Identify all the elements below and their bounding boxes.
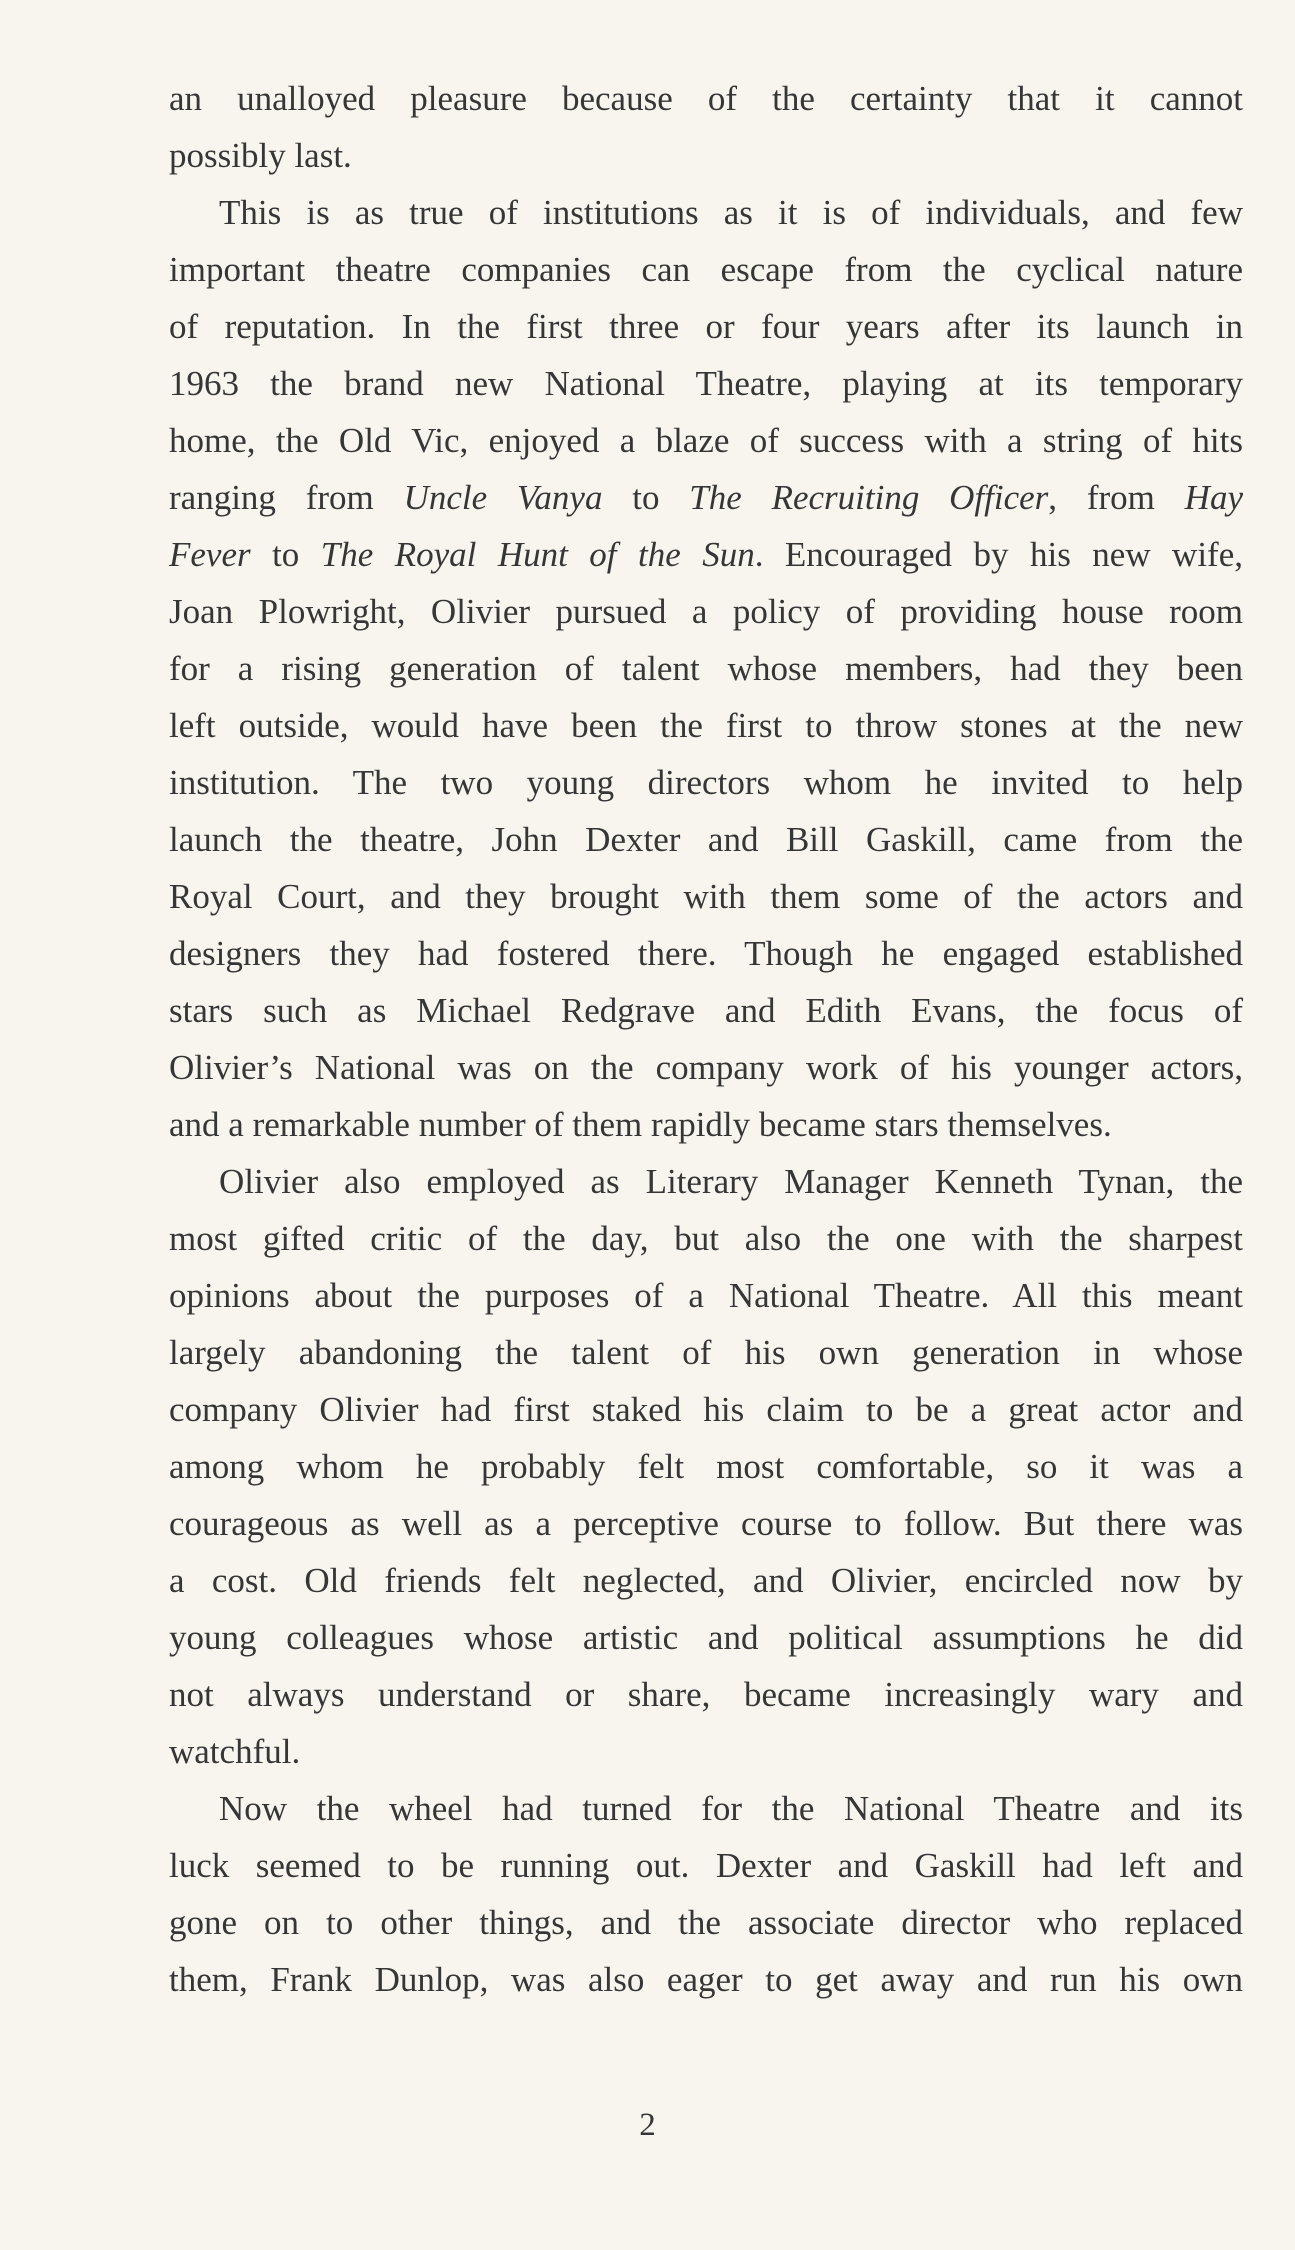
page-number: 2 bbox=[639, 2107, 656, 2143]
text-line bbox=[169, 1843, 1243, 1900]
text-line bbox=[169, 1729, 1243, 1786]
text-segment: institution. The two young directors whom he invited to help bbox=[169, 763, 1243, 802]
text-line bbox=[169, 1444, 1243, 1501]
text-segment: ranging from bbox=[169, 478, 404, 517]
text-line bbox=[169, 1786, 1243, 1843]
text-segment: to bbox=[602, 478, 690, 517]
text-segment: young colleagues whose artistic and political assumptions he did bbox=[169, 1618, 1243, 1657]
italic-title: Fever bbox=[169, 535, 251, 574]
text-segment: This is as true of institutions as it is of individuals, and few bbox=[219, 193, 1243, 232]
text-segment: an unalloyed pleasure because of the certainty that it cannot bbox=[169, 79, 1243, 118]
text-line bbox=[169, 247, 1243, 304]
text-segment: launch the theatre, John Dexter and Bill Gaskill, came from the bbox=[169, 820, 1243, 859]
text-segment: largely abandoning the talent of his own generation in whose bbox=[169, 1333, 1243, 1372]
text-line bbox=[169, 760, 1243, 817]
text-line bbox=[169, 1159, 1243, 1216]
text-line bbox=[169, 304, 1243, 361]
text-line bbox=[169, 418, 1243, 475]
text-segment: them, Frank Dunlop, was also eager to get away and run his own bbox=[169, 1960, 1243, 1999]
text-line bbox=[169, 1615, 1243, 1672]
text-segment: possibly last. bbox=[169, 136, 352, 175]
text-line bbox=[169, 1330, 1243, 1387]
text-line bbox=[169, 1672, 1243, 1729]
text-segment: luck seemed to be running out. Dexter and Gaskill had left and bbox=[169, 1846, 1243, 1885]
text-segment: and a remarkable number of them rapidly became stars themselves. bbox=[169, 1105, 1112, 1144]
text-segment: 1963 the brand new National Theatre, playing at its temporary bbox=[169, 364, 1243, 403]
text-segment: important theatre companies can escape from the cyclical nature bbox=[169, 250, 1243, 289]
text-line bbox=[169, 817, 1243, 874]
text-line bbox=[169, 931, 1243, 988]
text-segment: Royal Court, and they brought with them some of the actors and bbox=[169, 877, 1243, 916]
text-segment: left outside, would have been the first to throw stones at the new bbox=[169, 706, 1243, 745]
italic-title: The Recruiting Officer bbox=[689, 478, 1049, 517]
text-segment: , from bbox=[1048, 478, 1185, 517]
text-line bbox=[169, 1957, 1243, 2014]
text-line bbox=[169, 703, 1243, 760]
italic-title: Hay bbox=[1184, 478, 1243, 517]
text-segment: of reputation. In the first three or four years after its launch in bbox=[169, 307, 1243, 346]
text-segment: . Encouraged by his new wife, bbox=[754, 535, 1243, 574]
text-line bbox=[169, 1900, 1243, 1957]
text-line bbox=[169, 1501, 1243, 1558]
text-segment: home, the Old Vic, enjoyed a blaze of success with a string of hits bbox=[169, 421, 1243, 460]
text-segment: watchful. bbox=[169, 1732, 301, 1771]
italic-title: Uncle Vanya bbox=[403, 478, 603, 517]
text-segment: Joan Plowright, Olivier pursued a policy of providing house room bbox=[169, 592, 1243, 631]
text-segment: to bbox=[250, 535, 321, 574]
text-segment: designers they had fostered there. Though he engaged established bbox=[169, 934, 1243, 973]
text-line bbox=[169, 646, 1243, 703]
text-line bbox=[169, 988, 1243, 1045]
text-line bbox=[169, 1273, 1243, 1330]
text-line bbox=[169, 589, 1243, 646]
text-segment: Now the wheel had turned for the National Theatre and its bbox=[219, 1789, 1243, 1828]
text-segment: company Olivier had first staked his claim to be a great actor and bbox=[169, 1390, 1243, 1429]
text-line bbox=[169, 76, 1243, 133]
text-line bbox=[169, 532, 1243, 589]
text-segment: Olivier’s National was on the company work of his younger actors, bbox=[169, 1048, 1243, 1087]
text-segment: among whom he probably felt most comfortable, so it was a bbox=[169, 1447, 1243, 1486]
book-page-text bbox=[169, 76, 1243, 2014]
text-line bbox=[169, 1102, 1243, 1159]
text-segment: a cost. Old friends felt neglected, and Olivier, encircled now by bbox=[169, 1561, 1243, 1600]
text-line bbox=[169, 190, 1243, 247]
text-segment: for a rising generation of talent whose members, had they been bbox=[169, 649, 1243, 688]
text-line bbox=[169, 874, 1243, 931]
text-line bbox=[169, 1216, 1243, 1273]
text-line bbox=[169, 361, 1243, 418]
italic-title: The Royal Hunt of the Sun bbox=[320, 535, 755, 574]
text-line bbox=[169, 133, 1243, 190]
text-line bbox=[169, 475, 1243, 532]
text-segment: Olivier also employed as Literary Manager Kenneth Tynan, the bbox=[219, 1162, 1243, 1201]
text-segment: most gifted critic of the day, but also the one with the sharpest bbox=[169, 1219, 1243, 1258]
text-segment: gone on to other things, and the associate director who replaced bbox=[169, 1903, 1243, 1942]
text-segment: opinions about the purposes of a National Theatre. All this meant bbox=[169, 1276, 1243, 1315]
text-line bbox=[169, 1045, 1243, 1102]
text-line bbox=[169, 1387, 1243, 1444]
text-line bbox=[169, 1558, 1243, 1615]
text-segment: stars such as Michael Redgrave and Edith Evans, the focus of bbox=[169, 991, 1243, 1030]
text-segment: not always understand or share, became increasingly wary and bbox=[169, 1675, 1243, 1714]
text-segment: courageous as well as a perceptive course to follow. But there was bbox=[169, 1504, 1243, 1543]
